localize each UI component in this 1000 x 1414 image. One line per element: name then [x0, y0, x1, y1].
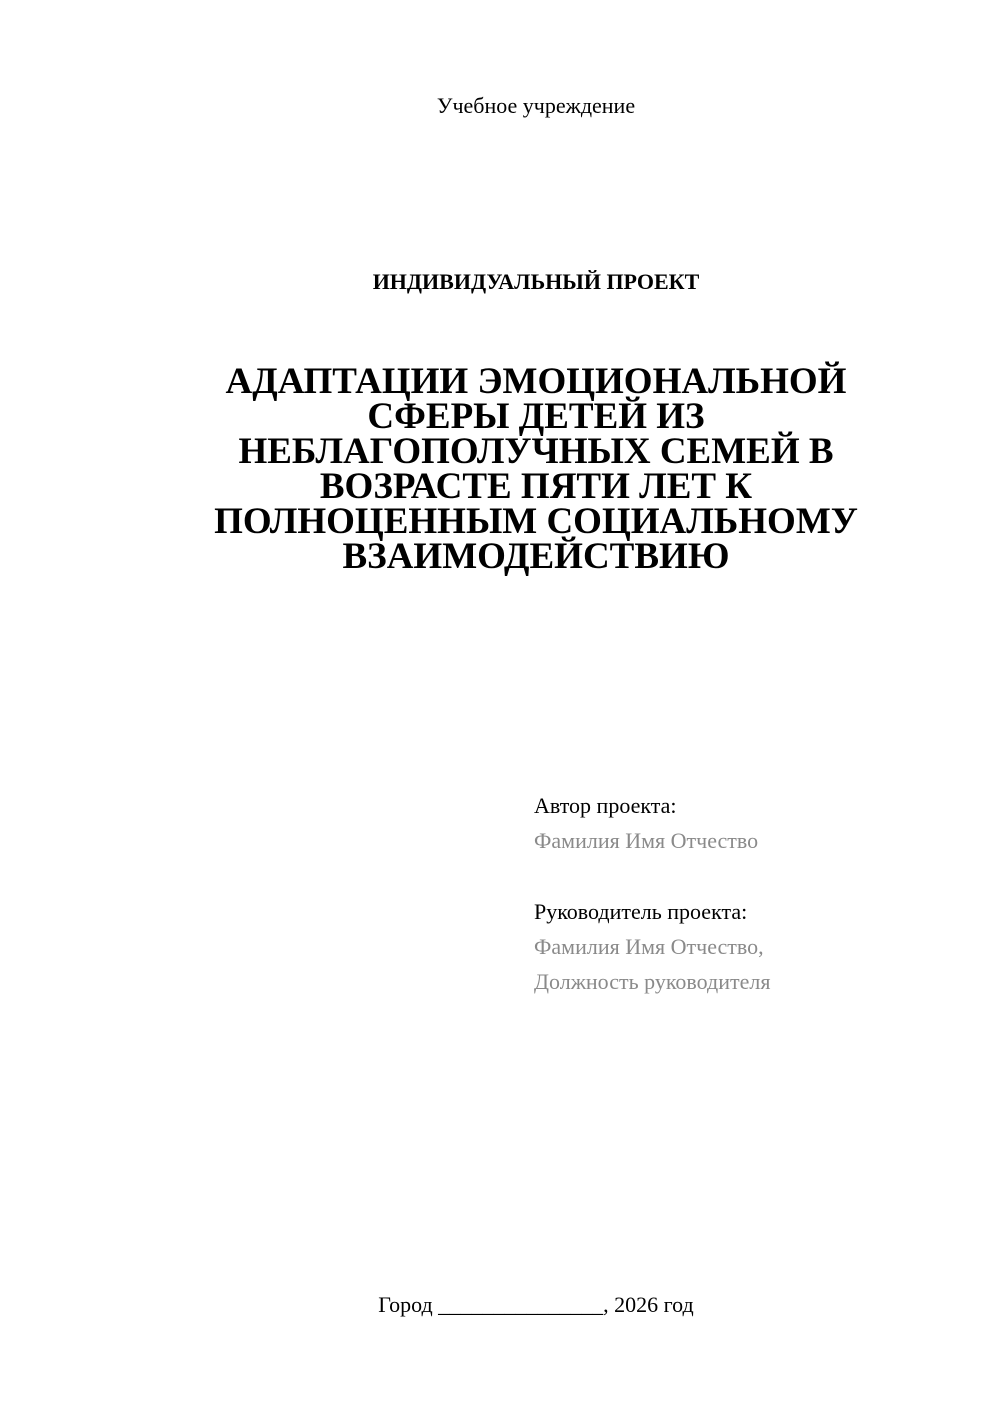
supervisor-position-placeholder: Должность руководителя — [534, 969, 771, 994]
project-title-line: СФЕРЫ ДЕТЕЙ ИЗ — [367, 396, 705, 437]
supervisor-name-placeholder: Фамилия Имя Отчество, — [534, 934, 764, 959]
project-title — [180, 361, 892, 577]
supervisor-label: Руководитель проекта: — [534, 899, 748, 924]
city-year-line: Город _______________, 2026 год — [378, 1292, 694, 1317]
project-title-line: ВОЗРАСТЕ ПЯТИ ЛЕТ К — [319, 466, 753, 507]
author-name-placeholder: Фамилия Имя Отчество — [534, 828, 759, 853]
project-title-line: НЕБЛАГОПОЛУЧНЫХ СЕМЕЙ В — [238, 431, 834, 472]
project-title-line: ПОЛНОЦЕННЫМ СОЦИАЛЬНОМУ — [214, 501, 858, 542]
block-spacer — [534, 858, 954, 894]
project-type-heading: ИНДИВИДУАЛЬНЫЙ ПРОЕКТ — [372, 269, 700, 294]
project-title-line: АДАПТАЦИИ ЭМОЦИОНАЛЬНОЙ — [225, 361, 847, 402]
author-label: Автор проекта: — [534, 793, 677, 818]
authors-block — [534, 788, 954, 999]
project-title-line: ВЗАИМОДЕЙСТВИЮ — [342, 536, 730, 577]
institution-name: Учебное учреждение — [436, 93, 636, 118]
